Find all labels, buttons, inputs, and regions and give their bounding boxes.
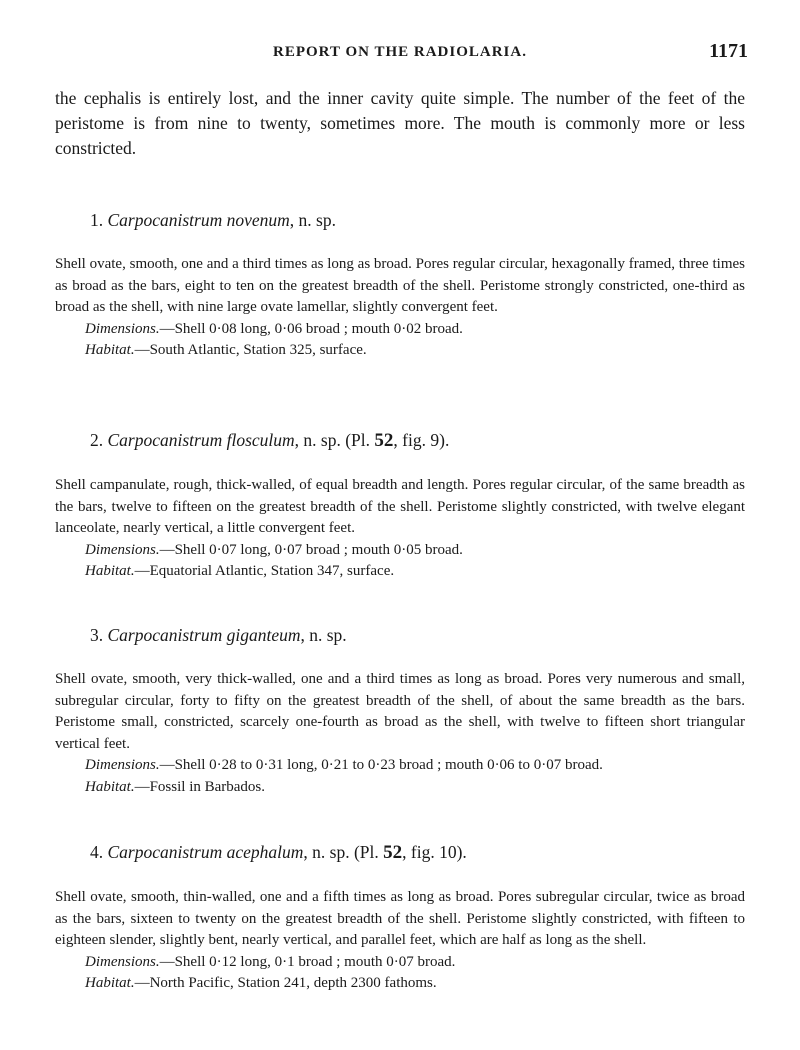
dimensions-text: —Shell 0·08 long, 0·06 broad ; mouth 0·02 broad. xyxy=(159,320,463,337)
habitat-label: Habitat. xyxy=(85,342,135,359)
dimensions-line xyxy=(85,540,745,562)
habitat-line xyxy=(85,340,745,362)
species-description: Shell campanulate, rough, thick-walled, of equal breadth and length. Pores regular circular, of the same breadth as the bars, twelve to fifteen on the greatest breadth of the shell. Peristome slightly constricted, with twelve elegant lanceolate, nearly vertical, a little convergent feet. xyxy=(55,477,745,537)
species-number: 4. xyxy=(90,842,104,862)
species-description: Shell ovate, smooth, very thick-walled, one and a third times as long as broad. Pores very numerous and small, subregular circular, forty to fifty on the greatest breadth of the shell, of about the same breadth as the bars. Peristome small, constricted, scarcely one-fourth as broad as the shell, with twelve to fifteen short triangular vertical feet. xyxy=(55,671,745,752)
running-title: REPORT ON THE RADIOLARIA. xyxy=(273,44,527,60)
habitat-text: —Fossil in Barbados. xyxy=(134,778,266,795)
habitat-line xyxy=(85,777,745,799)
dimensions-line xyxy=(85,319,745,341)
plate-open: (Pl. xyxy=(353,842,384,862)
species-entry-1 xyxy=(55,208,745,362)
species-entry-4 xyxy=(55,840,745,995)
dimensions-label: Dimensions. xyxy=(85,757,160,774)
species-heading xyxy=(90,840,745,865)
species-entry-2 xyxy=(55,428,745,583)
species-suffix: , n. sp. xyxy=(294,430,341,450)
plate-open: (Pl. xyxy=(345,430,375,450)
habitat-line xyxy=(85,973,745,995)
plate-number: 52 xyxy=(383,842,403,863)
plate-close: , fig. 10). xyxy=(402,842,467,862)
species-number: 1. xyxy=(90,210,104,230)
dimensions-line xyxy=(85,952,745,974)
plate-reference xyxy=(345,430,449,450)
dimensions-text: —Shell 0·07 long, 0·07 broad ; mouth 0·05 broad. xyxy=(159,541,463,558)
dimensions-label: Dimensions. xyxy=(85,320,160,337)
running-header xyxy=(0,40,800,64)
species-description: Shell ovate, smooth, one and a third times as long as broad. Pores regular circular, hexagonally framed, three times as broad as the bars, eight to ten on the greatest breadth of the shell. Peristome strongly constricted, one-third as broad as the shell, with nine large ovate lamellar, slightly convergent feet. xyxy=(55,256,745,316)
page-number: 1171 xyxy=(709,40,748,62)
species-description: Shell ovate, smooth, thin-walled, one and a fifth times as long as broad. Pores subregular circular, twice as broad as the bars, sixteen to twenty on the greatest breadth of the shell. Peristome slightly constricted, with fifteen to eighteen slender, slightly bent, nearly vertical, and parallel feet, which are half as long as the shell. xyxy=(55,889,745,949)
habitat-label: Habitat. xyxy=(85,563,135,580)
habitat-text: —South Atlantic, Station 325, surface. xyxy=(134,342,367,359)
plate-number: 52 xyxy=(374,430,394,451)
habitat-text: —North Pacific, Station 241, depth 2300 fathoms. xyxy=(134,975,437,992)
dimensions-label: Dimensions. xyxy=(85,953,160,970)
species-heading xyxy=(90,623,745,647)
species-name: Carpocanistrum giganteum xyxy=(107,625,301,645)
dimensions-text: —Shell 0·12 long, 0·1 broad ; mouth 0·07 broad. xyxy=(159,953,456,970)
dimensions-line xyxy=(85,755,745,777)
species-heading xyxy=(90,428,745,453)
habitat-text: —Equatorial Atlantic, Station 347, surface. xyxy=(134,563,395,580)
species-suffix: , n. sp. xyxy=(300,625,347,645)
habitat-line xyxy=(85,561,745,583)
species-suffix: , n. sp. xyxy=(289,210,336,230)
species-number: 3. xyxy=(90,625,104,645)
species-suffix: , n. sp. xyxy=(303,842,350,862)
plate-close: , fig. 9). xyxy=(393,430,450,450)
dimensions-label: Dimensions. xyxy=(85,541,160,558)
dimensions-text: —Shell 0·28 to 0·31 long, 0·21 to 0·23 broad ; mouth 0·06 to 0·07 broad. xyxy=(159,757,603,774)
species-name: Carpocanistrum acephalum xyxy=(107,842,304,862)
habitat-label: Habitat. xyxy=(85,778,135,795)
species-entry-3 xyxy=(55,623,745,799)
plate-reference xyxy=(354,842,467,862)
species-heading xyxy=(90,208,745,232)
species-name: Carpocanistrum flosculum xyxy=(107,430,295,450)
intro-paragraph: the cephalis is entirely lost, and the inner cavity quite simple. The number of the feet of the peristome is from nine to twenty, sometimes more. The mouth is commonly more or less constricted. xyxy=(55,88,745,158)
species-name: Carpocanistrum novenum xyxy=(107,210,290,230)
habitat-label: Habitat. xyxy=(85,975,135,992)
species-number: 2. xyxy=(90,430,104,450)
